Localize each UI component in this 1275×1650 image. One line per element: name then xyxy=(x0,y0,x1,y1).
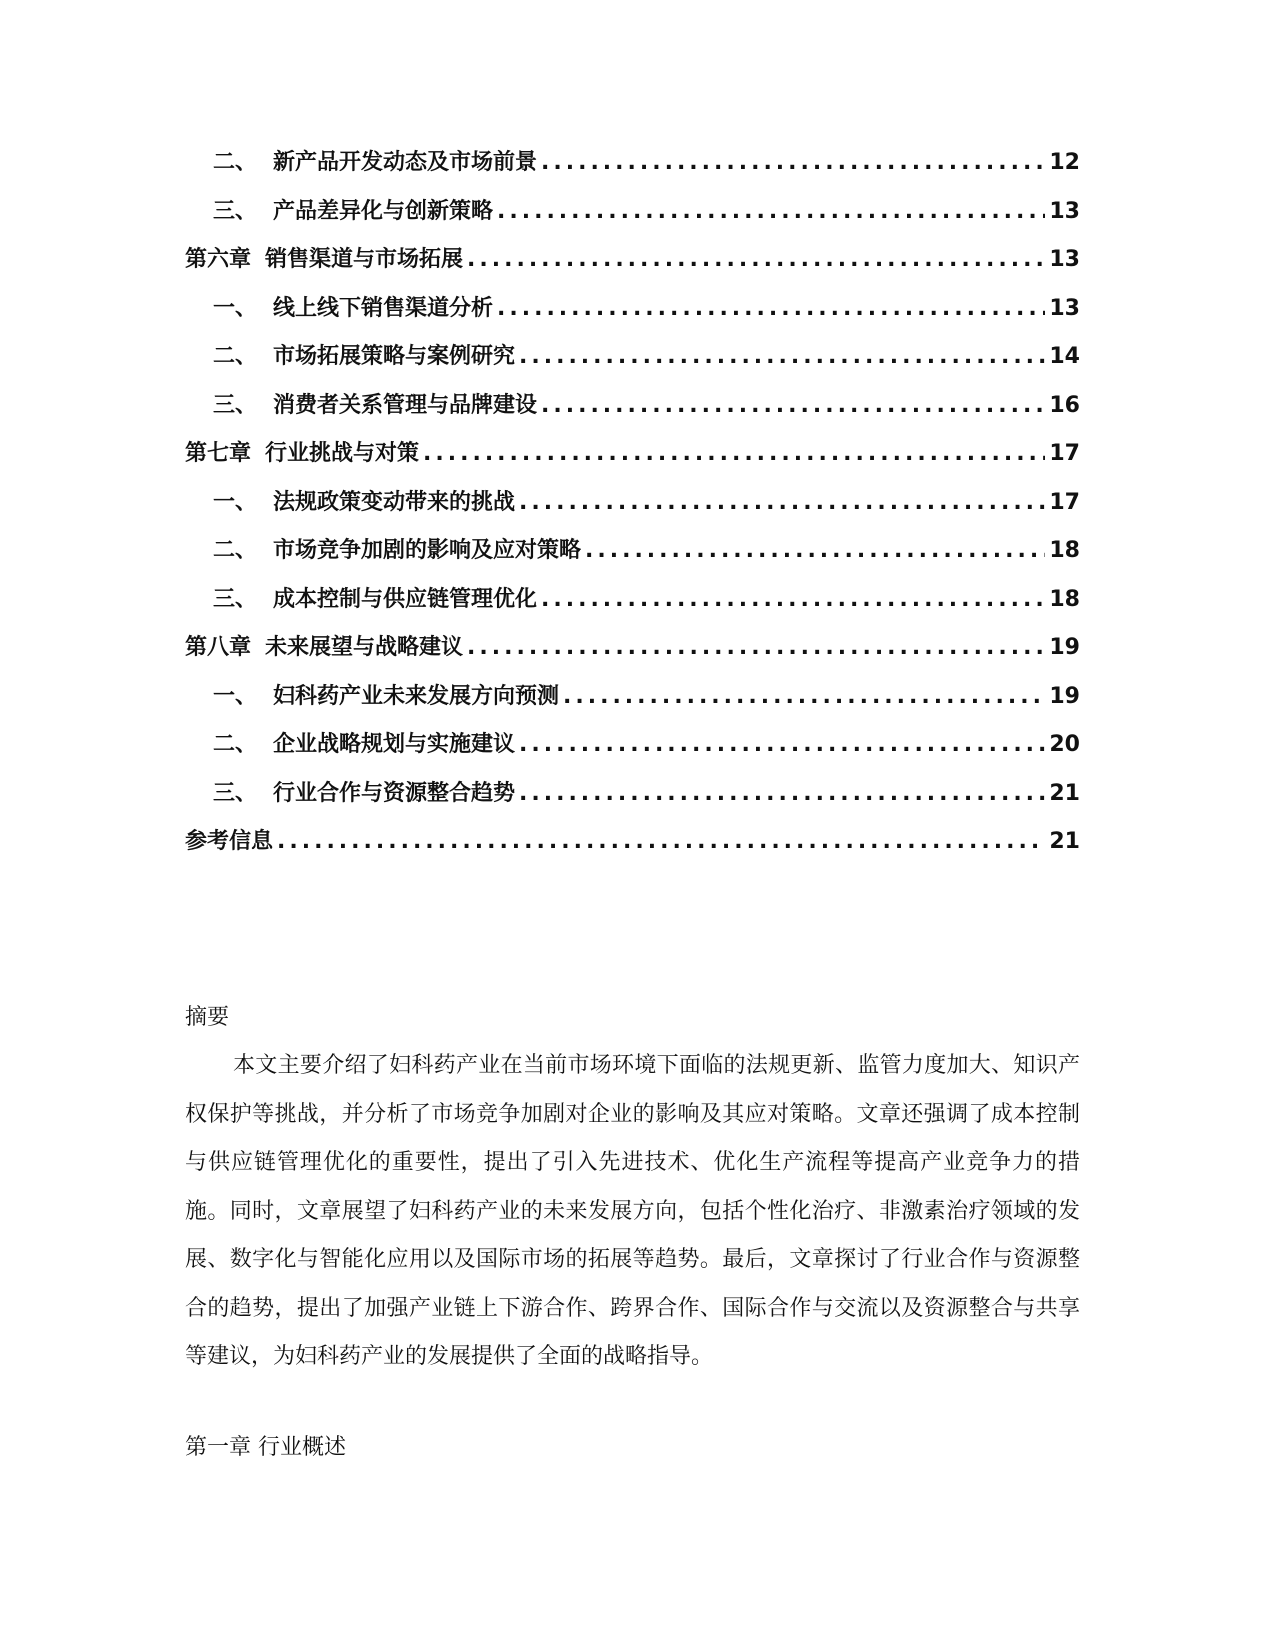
toc-page-number: 13 xyxy=(1049,247,1080,272)
toc-entry-number: 一、 xyxy=(213,489,258,515)
toc-entry-title: 行业挑战与对策 xyxy=(265,441,420,466)
toc-leader-dots xyxy=(423,441,1045,466)
toc-leader-dots xyxy=(497,296,1045,321)
toc-entry[interactable] xyxy=(185,436,1080,485)
toc-page-number: 17 xyxy=(1049,441,1080,466)
toc-leader-dots xyxy=(467,247,1045,272)
toc-entry-title: 参考信息 xyxy=(185,829,274,854)
toc-leader-dots xyxy=(519,732,1045,757)
toc-entry-number: 二、 xyxy=(213,344,258,369)
toc-entry-number: 二、 xyxy=(213,150,258,175)
toc-entry[interactable] xyxy=(185,727,1080,776)
toc-page-number: 19 xyxy=(1049,683,1080,709)
toc-page-number: 13 xyxy=(1049,295,1080,321)
toc-entry-title: 新产品开发动态及市场前景 xyxy=(273,150,538,175)
chapter-heading: 第一章 行业概述 xyxy=(185,1435,346,1460)
toc-entry-title: 消费者关系管理与品牌建设 xyxy=(273,392,538,418)
toc-entry[interactable] xyxy=(185,630,1080,679)
toc-entry-title: 企业战略规划与实施建议 xyxy=(273,732,516,757)
abstract-body: 本文主要介绍了妇科药产业在当前市场环境下面临的法规更新、监管力度加大、知识产权保护等挑战，并分析了市场竞争加剧对企业的影响及其应对策略。文章还强调了成本控制与供应链管理优化的重要性，提出了引入先进技术、优化生产流程等提高产业竞争力的措施。同时，文章展望了妇科药产业的未来发展方向，包括个性化治疗、非激素治疗领域的发展、数字化与智能化应用以及国际市场的拓展等趋势。最后，文章探讨了行业合作与资源整合的趋势，提出了加强产业链上下游合作、跨界合作、国际合作与交流以及资源整合与共享等建议，为妇科药产业的发展提供了全面的战略指导。 xyxy=(185,1053,1080,1369)
toc-leader-dots xyxy=(541,150,1045,175)
toc-leader-dots xyxy=(497,199,1045,224)
toc-page-number: 19 xyxy=(1049,635,1080,660)
toc-entry[interactable] xyxy=(185,242,1080,291)
toc-entry[interactable] xyxy=(185,776,1080,825)
toc-page-number: 13 xyxy=(1049,198,1080,224)
toc-entry[interactable] xyxy=(185,339,1080,388)
toc-entry-number: 三、 xyxy=(213,392,258,418)
toc-leader-dots xyxy=(541,587,1045,612)
toc-leader-dots xyxy=(563,684,1045,709)
toc-leader-dots xyxy=(519,490,1045,515)
toc-entry-title: 法规政策变动带来的挑战 xyxy=(273,489,516,515)
toc-entry-number: 二、 xyxy=(213,732,258,757)
toc-entry-title: 行业合作与资源整合趋势 xyxy=(273,780,516,806)
toc-entry-title: 市场拓展策略与案例研究 xyxy=(273,344,516,369)
toc-leader-dots xyxy=(277,829,1045,854)
toc-entry[interactable] xyxy=(185,388,1080,437)
toc-entry-number: 三、 xyxy=(213,780,258,806)
toc-page-number: 18 xyxy=(1049,586,1080,612)
toc-entry-number: 三、 xyxy=(213,198,258,224)
toc-page-number: 20 xyxy=(1049,732,1080,757)
toc-entry-number: 一、 xyxy=(213,295,258,321)
toc-entry[interactable] xyxy=(185,485,1080,534)
toc-entry[interactable] xyxy=(185,824,1080,873)
toc-entry[interactable] xyxy=(185,291,1080,340)
toc-entry-title: 销售渠道与市场拓展 xyxy=(265,247,464,272)
toc-entry[interactable] xyxy=(185,582,1080,631)
toc-page-number: 16 xyxy=(1049,392,1080,418)
toc-page-number: 21 xyxy=(1049,829,1080,854)
toc-page-number: 12 xyxy=(1049,150,1080,175)
toc-entry-title: 产品差异化与创新策略 xyxy=(273,198,494,224)
toc-entry[interactable] xyxy=(185,533,1080,582)
toc-page-number: 14 xyxy=(1049,344,1080,369)
toc-entry-title: 市场竞争加剧的影响及应对策略 xyxy=(273,538,582,563)
toc-entry-title: 线上线下销售渠道分析 xyxy=(273,295,494,321)
toc-entry-number: 第七章 xyxy=(185,441,252,466)
toc-entry-number: 三、 xyxy=(213,586,258,612)
toc-leader-dots xyxy=(467,635,1045,660)
toc-entry[interactable] xyxy=(185,679,1080,728)
toc-leader-dots xyxy=(519,781,1045,806)
toc-entry-title: 妇科药产业未来发展方向预测 xyxy=(273,683,560,709)
toc-entry-number: 二、 xyxy=(213,538,258,563)
toc-page-number: 18 xyxy=(1049,538,1080,563)
toc-entry-number: 一、 xyxy=(213,683,258,709)
toc-leader-dots xyxy=(519,344,1045,369)
toc-leader-dots xyxy=(541,393,1045,418)
toc-leader-dots xyxy=(585,538,1045,563)
toc-entry-number: 第六章 xyxy=(185,247,252,272)
table-of-contents xyxy=(185,145,1080,873)
toc-page-number: 21 xyxy=(1049,780,1080,806)
abstract-heading: 摘要 xyxy=(185,1005,230,1030)
toc-entry[interactable] xyxy=(185,194,1080,243)
toc-entry-number: 第八章 xyxy=(185,635,252,660)
toc-entry-title: 成本控制与供应链管理优化 xyxy=(273,586,538,612)
toc-entry-title: 未来展望与战略建议 xyxy=(265,635,464,660)
toc-entry[interactable] xyxy=(185,145,1080,194)
toc-page-number: 17 xyxy=(1049,489,1080,515)
